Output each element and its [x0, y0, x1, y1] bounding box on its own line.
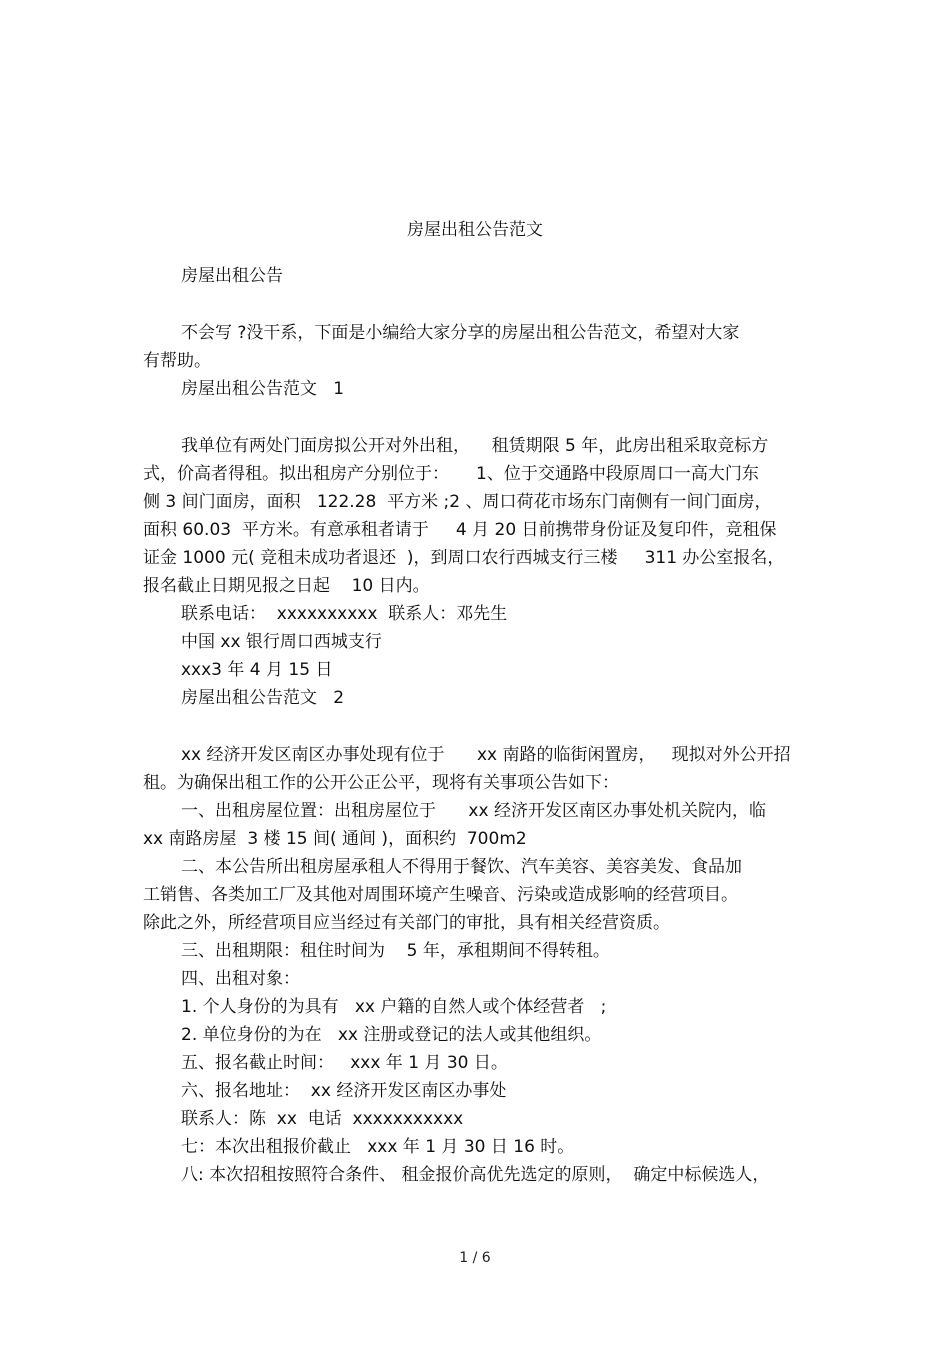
text-line: 租。为确保出租工作的公开公正公平，现将有关事项公告如下： — [143, 773, 619, 793]
text-line: 六、报名地址： xx 经济开发区南区办事处 — [181, 1081, 507, 1101]
text-line: 面积 60.03 平方米。有意承租者请于 4 月 20 日前携带身份证及复印件，竞租保 — [143, 520, 777, 540]
text-line: 我单位有两处门面房拟公开对外出租， 租赁期限 5 年，此房出租采取竞标方 — [181, 436, 769, 456]
text-line: 七：本次出租报价截止 xxx 年 1 月 30 日 16 时。 — [181, 1137, 575, 1157]
text-line: 八: 本次招租按照符合条件、 租金报价高优先选定的原则， 确定中标候选人， — [181, 1165, 770, 1185]
text-line: 式，价高者得租。拟出租房产分别位于： 1、位于交通路中段原周口一高大门东 — [143, 464, 759, 484]
text-line: 证金 1000 元( 竞租未成功者退还 )，到周口农行西城支行三楼 311 办公室报名， — [143, 548, 785, 568]
text-line: xx 经济开发区南区办事处现有位于 xx 南路的临街闲置房， 现拟对外公开招 — [181, 745, 791, 765]
text-line: 报名截止日期见报之日起 10 日内。 — [143, 576, 430, 596]
text-line: 2. 单位身份的为在 xx 注册或登记的法人或其他组织。 — [181, 1025, 602, 1045]
text-line: 有帮助。 — [143, 351, 211, 371]
document-title: 房屋出租公告范文 — [407, 220, 543, 240]
text-line: 工销售、各类加工厂及其他对周围环境产生噪音、污染或造成影响的经营项目。 — [143, 885, 738, 905]
page-indicator: 1 / 6 — [459, 1250, 491, 1266]
text-line: 侧 3 间门面房，面积 122.28 平方米 ;2 、周口荷花市场东门南侧有一间门面房， — [143, 492, 772, 512]
section-heading: 房屋出租公告范文 1 — [181, 379, 345, 399]
text-line: xx 南路房屋 3 楼 15 间( 通间 )，面积约 700m2 — [143, 829, 527, 849]
text-line: 除此之外，所经营项目应当经过有关部门的审批，具有相关经营资质。 — [143, 913, 670, 933]
date-line: xxx3 年 4 月 15 日 — [181, 660, 333, 680]
contact-line: 联系人：陈 xx 电话 xxxxxxxxxxx — [181, 1109, 464, 1129]
text-line: 五、报名截止时间： xxx 年 1 月 30 日。 — [181, 1053, 508, 1073]
text-line: 1. 个人身份的为具有 xx 户籍的自然人或个体经营者 ; — [181, 997, 607, 1017]
text-line: 三、出租期限：租住时间为 5 年，承租期间不得转租。 — [181, 941, 610, 961]
section-heading: 房屋出租公告范文 2 — [181, 688, 345, 708]
contact-line: 联系电话： xxxxxxxxxx 联系人：邓先生 — [181, 604, 508, 624]
text-line: 二、本公告所出租房屋承租人不得用于餐饮、汽车美容、美容美发、食品加 — [181, 857, 742, 877]
text-line: 四、出租对象： — [181, 969, 300, 989]
organization-line: 中国 xx 银行周口西城支行 — [181, 632, 382, 652]
text-line: 不会写 ?没干系，下面是小编给大家分享的房屋出租公告范文，希望对大家 — [181, 323, 740, 343]
text-line: 一、出租房屋位置：出租房屋位于 xx 经济开发区南区办事处机关院内，临 — [181, 801, 766, 821]
heading-line: 房屋出租公告 — [181, 266, 283, 286]
